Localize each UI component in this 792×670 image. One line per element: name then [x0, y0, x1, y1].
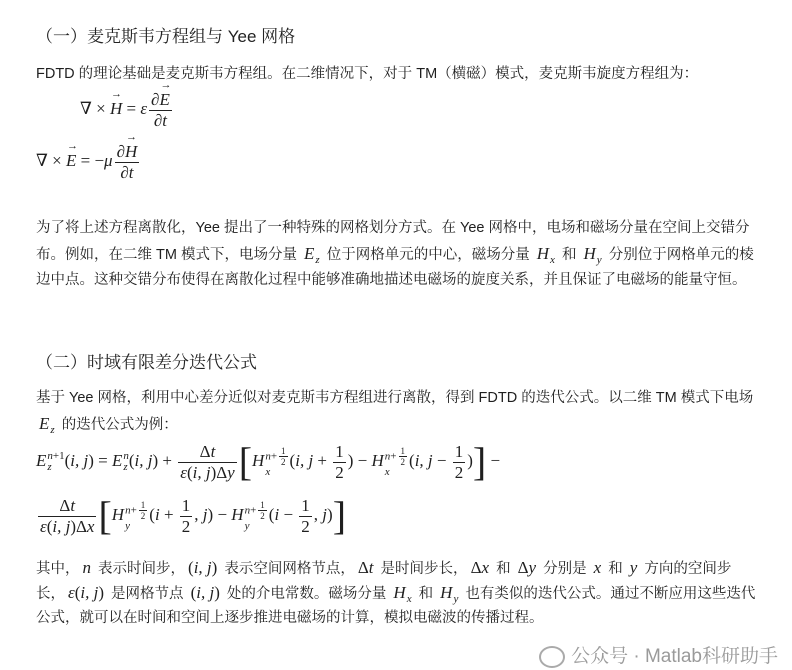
math-vector: E →	[159, 79, 172, 109]
math-operator: −	[432, 450, 451, 470]
subsup-stack	[125, 500, 149, 533]
fraction-denominator	[38, 516, 96, 537]
math-operator: ×	[47, 150, 66, 170]
math-operator: 2	[281, 457, 286, 468]
math-symbol: ∂	[151, 90, 160, 109]
text-run: FDTD 的理论基础是麦克斯韦方程组。在二维情况下，对于 TM（横磁）模式，麦克斯韦旋度方程组为：	[36, 66, 699, 82]
math-operator: −	[279, 504, 298, 524]
math-bracket: ]	[332, 493, 347, 539]
math-symbol: i, j	[80, 583, 99, 602]
vector-arrow: →	[66, 139, 78, 152]
math-symbol: ∇	[36, 150, 48, 170]
math-operator: 1	[181, 496, 191, 515]
math-symbol: ∂	[116, 142, 125, 161]
math-operator: )Δ	[70, 516, 87, 536]
math-operator: Δ	[59, 496, 71, 515]
fraction-numerator	[399, 446, 408, 456]
fraction-denominator	[149, 110, 172, 131]
math-symbol: y	[125, 520, 130, 533]
fraction-denominator	[258, 510, 267, 521]
display-math	[36, 131, 141, 182]
subscript	[407, 594, 412, 605]
math-symbol: t	[70, 496, 76, 515]
text-run: 和	[492, 561, 515, 577]
fraction-denominator	[178, 462, 236, 483]
math-symbol: x	[384, 466, 390, 479]
subsup-stack	[453, 583, 458, 605]
fraction-numerator	[149, 79, 172, 110]
math-subsup	[304, 244, 320, 267]
math-vector: H →	[109, 87, 123, 118]
math-operator: (	[186, 462, 193, 482]
superscript	[385, 446, 409, 468]
paragraph-2	[36, 216, 756, 293]
subscript	[265, 467, 289, 478]
subsup-stack	[245, 500, 269, 533]
math-symbol: i, j	[192, 462, 211, 482]
inline-math	[188, 558, 217, 577]
text-run: 是网格节点	[107, 586, 188, 602]
math-operator: ) −	[207, 504, 232, 524]
math-subsup	[39, 414, 55, 437]
text-run: 也有类似的迭代公式。通过不断应用这些迭代公式，就可以在时间和空间上逐步推进电磁场的计算，模拟电磁波的传播过程。	[36, 586, 756, 626]
math-fraction	[180, 496, 193, 536]
inline-math	[536, 244, 555, 267]
fraction-denominator	[333, 462, 346, 483]
inline-math	[583, 244, 602, 267]
subscript	[47, 462, 64, 473]
fraction-denominator	[399, 456, 408, 467]
math-symbol: n	[125, 504, 131, 517]
math-subsup	[231, 499, 269, 533]
math-operator: )	[327, 504, 333, 524]
text-run: 是时间步长，	[376, 561, 468, 577]
math-symbol: n	[244, 504, 251, 517]
math-symbol: ε	[68, 583, 75, 602]
wechat-icon	[539, 646, 565, 668]
display-math	[36, 439, 501, 485]
fraction-numerator	[453, 442, 466, 462]
equation-ez-line-1	[36, 439, 501, 485]
math-symbol: n	[82, 558, 91, 577]
math-bracket: ]	[472, 439, 487, 485]
math-operator: )	[211, 558, 218, 577]
math-operator: ) −	[347, 450, 372, 470]
text-run: 位于网格单元的中心，磁场分量	[322, 247, 534, 263]
text-run: 其中，	[36, 561, 80, 577]
text-run: 分别是	[539, 561, 591, 577]
subsup-stack	[50, 414, 54, 436]
math-operator: Δ	[199, 442, 211, 461]
math-operator: 1	[400, 445, 406, 456]
math-operator: +	[250, 504, 257, 517]
math-symbol: i, j	[70, 450, 89, 470]
inline-math	[191, 583, 220, 602]
vector-arrow: →	[110, 87, 122, 100]
subsup-stack	[385, 446, 409, 479]
subscript	[50, 425, 54, 436]
vector-arrow: →	[126, 131, 137, 143]
math-operator: (	[46, 516, 53, 536]
subsup-stack	[265, 446, 289, 479]
math-symbol: y	[596, 254, 602, 267]
math-subsup	[440, 583, 459, 606]
fraction-denominator	[115, 162, 140, 183]
math-fraction	[115, 131, 140, 182]
math-symbol: y	[629, 558, 638, 577]
math-operator: (	[409, 450, 415, 470]
math-symbol: z	[315, 254, 320, 267]
math-symbol: H	[111, 504, 125, 524]
math-operator: )	[214, 583, 220, 602]
math-operator: −	[486, 450, 501, 470]
math-operator: (	[149, 504, 155, 524]
text-run: 方向的空间步长，	[36, 561, 732, 602]
math-operator: (	[64, 450, 71, 470]
math-symbol: H	[371, 450, 384, 470]
math-operator: +	[313, 450, 332, 470]
math-symbol: H	[393, 583, 406, 602]
inline-math	[304, 244, 320, 267]
inline-math	[440, 583, 459, 606]
fraction-numerator	[115, 131, 140, 162]
inline-math	[68, 583, 104, 602]
math-operator: 2	[140, 511, 146, 522]
inline-math	[594, 558, 602, 577]
inline-math	[39, 414, 55, 437]
math-fraction	[38, 496, 96, 536]
math-symbol: H	[583, 244, 596, 263]
math-symbol: H	[231, 504, 244, 524]
fraction-numerator	[38, 496, 96, 516]
subscript	[597, 255, 602, 266]
math-operator: Δ	[517, 558, 529, 577]
math-symbol: ∇	[80, 98, 92, 118]
math-operator: (	[289, 450, 296, 470]
inline-math	[393, 583, 412, 606]
math-operator: 1	[281, 445, 286, 456]
math-operator: ,	[313, 504, 323, 524]
math-fraction	[139, 500, 148, 522]
math-operator: 2	[335, 462, 344, 482]
text-run: 表示时间步，	[94, 561, 186, 577]
math-operator: +	[159, 504, 178, 524]
subsup-stack	[597, 244, 602, 266]
math-symbol: i, j	[414, 450, 433, 470]
math-symbol: i, j	[295, 450, 314, 470]
math-symbol: t	[128, 162, 134, 182]
math-operator: Δ	[470, 558, 482, 577]
math-symbol: x	[406, 593, 412, 606]
math-subsup	[536, 244, 555, 267]
inline-math	[630, 558, 638, 577]
display-math	[36, 493, 347, 539]
math-symbol: y	[227, 462, 235, 482]
subscript	[245, 521, 269, 532]
math-operator: 2	[454, 462, 464, 482]
math-operator: (	[190, 583, 197, 602]
math-symbol: i, j	[193, 558, 212, 577]
math-operator: Δ	[357, 558, 369, 577]
fraction-numerator	[258, 500, 267, 510]
vector-arrow: →	[160, 79, 172, 91]
math-subsup	[583, 244, 602, 267]
math-operator: = −	[76, 150, 105, 170]
watermark-text: 公众号 · Matlab科研助手	[571, 646, 778, 667]
math-symbol: j	[202, 504, 208, 524]
math-operator: ) =	[88, 450, 112, 470]
math-symbol: H	[536, 244, 550, 263]
math-subsup	[252, 445, 290, 479]
math-operator: ,	[194, 504, 203, 524]
text-run: 和	[557, 247, 581, 263]
fraction-numerator	[279, 446, 288, 456]
math-operator: +	[130, 504, 137, 517]
text-run: 基于 Yee 网格，利用中心差分近似对麦克斯韦方程组进行离散，得到 FDTD 的迭代公式。以二维 TM 模式下电场	[36, 390, 754, 406]
math-symbol: j	[322, 504, 328, 524]
math-operator: ×	[91, 98, 110, 118]
math-fraction	[149, 79, 172, 130]
superscript	[245, 500, 269, 522]
superscript	[265, 446, 289, 468]
math-symbol: x	[265, 466, 271, 479]
equation-curl-h	[80, 79, 174, 130]
subsup-stack	[47, 451, 64, 473]
section-heading-1: （一）麦克斯韦方程组与 Yee 网格	[36, 27, 296, 46]
math-symbol: y	[453, 593, 459, 606]
math-symbol: E	[111, 450, 123, 470]
paragraph-3	[36, 386, 756, 438]
math-fraction	[453, 442, 466, 482]
math-symbol: t	[210, 442, 216, 461]
math-subsup	[393, 583, 412, 606]
math-operator: (	[128, 450, 135, 470]
fraction-denominator	[139, 510, 148, 521]
subscript	[125, 521, 149, 532]
math-symbol: i	[154, 504, 160, 524]
text-run: 分别位于网格单元的棱边中点。这种交错分布使得在离散化过程中能够准确地描述电磁场的旋度关系，并且保证了电磁场的能量守恒。	[36, 247, 754, 288]
fraction-denominator	[279, 456, 288, 467]
math-subsup	[111, 450, 129, 474]
math-fraction	[399, 446, 408, 468]
text-run: 表示空间网格节点，	[220, 561, 355, 577]
math-symbol: y	[528, 558, 537, 577]
math-bracket: [	[98, 493, 112, 539]
math-fraction	[299, 496, 312, 536]
math-symbol: x	[86, 516, 95, 536]
math-operator: 1	[260, 499, 265, 510]
math-operator: 2	[400, 457, 406, 468]
superscript	[125, 500, 149, 522]
math-symbol: H	[440, 583, 453, 602]
math-operator: )Δ	[210, 462, 228, 482]
math-subsup	[36, 450, 65, 474]
math-symbol: n	[47, 450, 53, 463]
math-symbol: i	[274, 504, 280, 524]
math-operator: 2	[181, 516, 191, 536]
fraction-numerator	[139, 500, 148, 510]
paragraph-1	[36, 62, 756, 87]
math-operator: 1	[301, 496, 310, 515]
math-operator: =	[122, 98, 141, 118]
text-run: 和	[604, 561, 627, 577]
math-vector: H →	[125, 131, 138, 161]
subscript	[550, 255, 555, 266]
fraction-denominator	[180, 516, 193, 537]
inline-math	[518, 558, 536, 577]
math-fraction	[279, 446, 288, 468]
math-symbol: z	[47, 461, 52, 474]
math-fraction	[258, 500, 267, 522]
subscript	[315, 255, 319, 266]
fraction-numerator	[178, 442, 236, 462]
math-symbol: ∂	[153, 110, 163, 130]
math-operator: +	[390, 450, 397, 463]
subscript	[453, 594, 458, 605]
math-symbol: E	[39, 414, 50, 433]
math-symbol: i, j	[134, 450, 153, 470]
equation-ez-line-2	[36, 493, 347, 539]
math-symbol: x	[593, 558, 602, 577]
text-run: 为了将上述方程离散化，Yee 提出了一种特殊的网格划分方式。在 Yee 网格中，电场和磁场分量在空间上交错分布。例如，在二维 TM 模式下，电场分量	[36, 220, 750, 263]
math-operator: ) +	[152, 450, 177, 470]
math-symbol: t	[368, 558, 374, 577]
math-operator: (	[74, 583, 81, 602]
fraction-numerator	[180, 496, 193, 516]
math-symbol: ε	[40, 516, 47, 536]
text-run: 和	[414, 586, 438, 602]
math-vector: E →	[65, 139, 78, 170]
watermark	[539, 646, 778, 668]
math-symbol: ε	[140, 98, 148, 118]
math-symbol: E	[36, 450, 47, 470]
math-operator: 1	[335, 442, 344, 461]
math-symbol: ε	[180, 462, 187, 482]
subscript	[385, 467, 409, 478]
math-symbol: z	[123, 461, 128, 474]
math-symbol: E	[304, 244, 315, 263]
math-bracket: [	[238, 439, 253, 485]
math-symbol: n	[123, 450, 129, 463]
math-subsup	[111, 499, 150, 533]
math-symbol: i, j	[52, 516, 71, 536]
fraction-numerator	[299, 496, 312, 516]
paragraph-4	[36, 556, 756, 630]
math-fraction	[178, 442, 236, 482]
math-operator: (	[188, 558, 194, 577]
math-operator: 1	[454, 442, 464, 461]
inline-math	[471, 558, 489, 577]
math-symbol: H	[252, 450, 265, 470]
fraction-numerator	[333, 442, 346, 462]
fraction-denominator	[453, 462, 466, 483]
math-operator: 2	[260, 511, 265, 522]
math-symbol: y	[244, 520, 250, 533]
math-symbol: μ	[104, 150, 113, 170]
subsup-stack	[550, 244, 555, 266]
math-symbol: x	[481, 558, 490, 577]
equation-curl-e	[36, 131, 141, 182]
math-operator: +	[270, 450, 278, 463]
math-symbol: z	[50, 424, 55, 437]
math-operator: )	[98, 583, 104, 602]
text-run: 处的介电常数。磁场分量	[222, 586, 391, 602]
inline-math	[83, 558, 92, 577]
math-operator: 2	[301, 516, 310, 536]
math-symbol: t	[162, 110, 168, 130]
math-subsup	[371, 445, 410, 479]
subsup-stack	[407, 583, 412, 605]
inline-math	[358, 558, 374, 577]
subsup-stack	[315, 244, 319, 266]
display-math	[80, 79, 174, 130]
math-symbol: x	[550, 254, 555, 267]
section-heading-2: （二）时域有限差分迭代公式	[36, 353, 257, 372]
math-symbol: ∂	[120, 162, 129, 182]
math-fraction	[333, 442, 346, 482]
math-symbol: n	[384, 450, 391, 463]
text-run: 的迭代公式为例：	[57, 417, 178, 433]
math-operator: +1	[52, 450, 65, 463]
math-operator: (	[268, 504, 275, 524]
fraction-denominator	[299, 516, 312, 537]
math-symbol: n	[265, 450, 271, 463]
math-symbol: i, j	[196, 583, 215, 602]
math-operator: 1	[140, 499, 146, 510]
math-operator: )	[467, 450, 473, 470]
